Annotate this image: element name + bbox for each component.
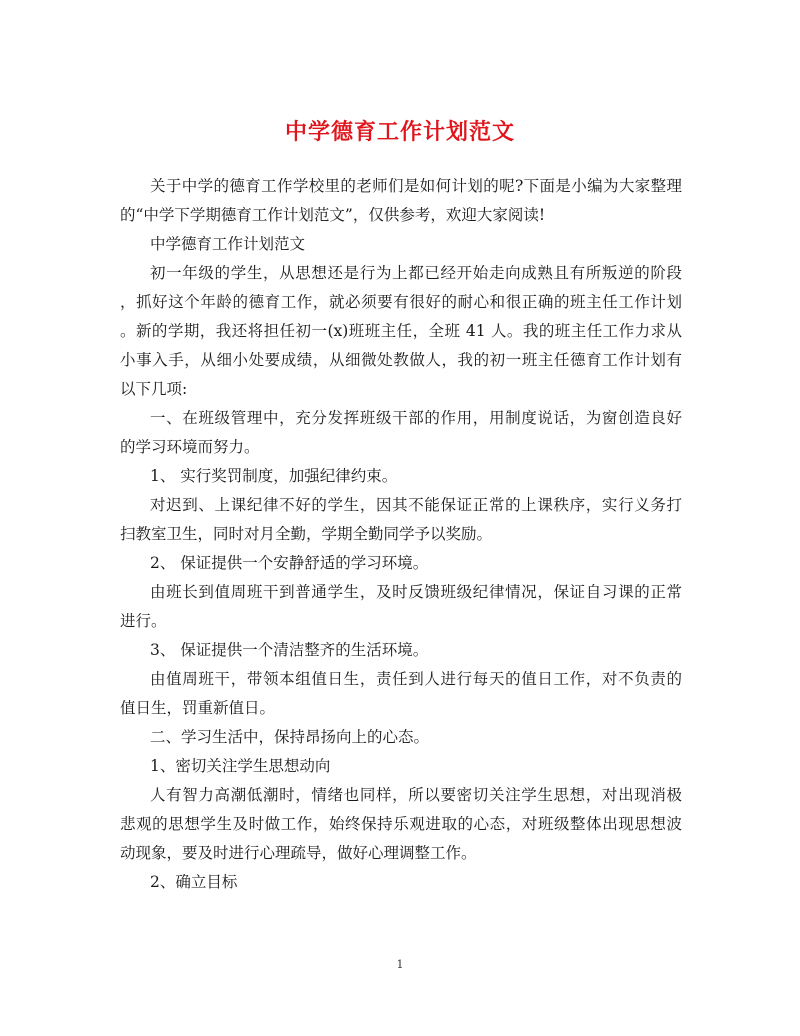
document-body — [120, 172, 682, 897]
paragraph — [120, 781, 682, 868]
paragraph-line: 。新的学期，我还将担任初一(x)班班主任，全班 41 人。我的班主任工作力求从 — [120, 322, 682, 340]
paragraph — [120, 172, 682, 230]
paragraph — [120, 491, 682, 549]
paragraph-line: 由值周班干，带领本组值日生，责任到人进行每天的值日工作，对不负责的 — [150, 670, 682, 688]
paragraph-line: 2、确立目标 — [150, 873, 238, 891]
paragraph — [120, 259, 682, 404]
paragraph — [120, 230, 682, 259]
paragraph-line: 值日生，罚重新值日。 — [120, 699, 276, 717]
paragraph — [120, 549, 682, 578]
paragraph-line: 的“中学下学期德育工作计划范文”，仅供参考，欢迎大家阅读! — [120, 206, 546, 224]
page-number: 1 — [396, 958, 404, 971]
paragraph — [120, 665, 682, 723]
paragraph-line: 2、 保证提供一个安静舒适的学习环境。 — [150, 554, 429, 572]
paragraph — [120, 578, 682, 636]
paragraph-line: 初一年级的学生，从思想还是行为上都已经开始走向成熟且有所叛逆的阶段 — [150, 264, 682, 282]
paragraph — [120, 462, 682, 491]
paragraph — [120, 723, 682, 752]
paragraph-line: 1、密切关注学生思想动向 — [150, 757, 331, 775]
paragraph-line: ，抓好这个年龄的德育工作，就必须要有很好的耐心和很正确的班主任工作计划 — [120, 293, 682, 311]
paragraph-line: 动现象，要及时进行心理疏导，做好心理调整工作。 — [120, 844, 477, 862]
paragraph-line: 的学习环境而努力。 — [120, 438, 260, 456]
paragraph-line: 1、 实行奖罚制度，加强纪律约束。 — [150, 467, 398, 485]
paragraph-line: 人有智力高潮低潮时，情绪也同样，所以要密切关注学生思想，对出现消极 — [150, 786, 682, 804]
paragraph-line: 关于中学的德育工作学校里的老师们是如何计划的呢?下面是小编为大家整理 — [150, 177, 682, 195]
paragraph-line: 以下几项: — [120, 380, 188, 398]
paragraph — [120, 404, 682, 462]
paragraph-line: 进行。 — [120, 612, 167, 630]
page-title: 中学德育工作计划范文 — [284, 118, 515, 145]
paragraph — [120, 636, 682, 665]
paragraph-line: 二、学习生活中，保持昂扬向上的心态。 — [150, 728, 430, 746]
paragraph — [120, 752, 682, 781]
paragraph-line: 3、 保证提供一个清洁整齐的生活环境。 — [150, 641, 429, 659]
paragraph-line: 悲观的思想学生及时做工作，始终保持乐观进取的心态，对班级整体出现思想波 — [120, 815, 682, 833]
paragraph-line: 由班长到值周班干到普通学生，及时反馈班级纪律情况，保证自习课的正常 — [150, 583, 682, 601]
paragraph-line: 小事入手，从细小处要成绩，从细微处教做人，我的初一班主任德育工作计划有 — [120, 351, 682, 369]
paragraph-line: 一、在班级管理中，充分发挥班级干部的作用，用制度说话，为窗创造良好 — [150, 409, 682, 427]
paragraph-line: 扫教室卫生，同时对月全勤，学期全勤同学予以奖励。 — [120, 525, 493, 543]
paragraph-line: 中学德育工作计划范文 — [150, 235, 306, 253]
paragraph — [120, 868, 682, 897]
paragraph-line: 对迟到、上课纪律不好的学生，因其不能保证正常的上课秩序，实行义务打 — [150, 496, 682, 514]
